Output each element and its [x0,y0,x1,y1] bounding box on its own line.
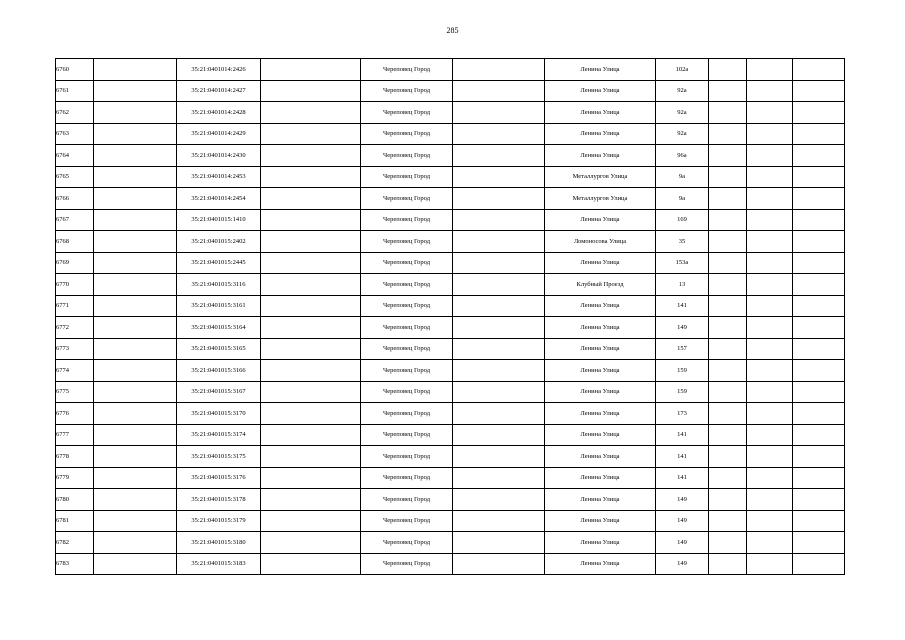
empty-cell [793,252,845,274]
empty-cell [747,489,793,511]
empty-cell [94,424,177,446]
empty-cell [709,532,747,554]
empty-cell [709,553,747,575]
empty-cell [747,231,793,253]
row-number-cell: 6777 [56,424,94,446]
row-number-cell: 6773 [56,338,94,360]
house-number-cell: 153а [656,252,709,274]
table-row [56,532,845,554]
empty-cell [261,532,361,554]
street-cell: Ленина Улица [545,360,656,382]
house-number-cell: 149 [656,532,709,554]
empty-cell [94,381,177,403]
empty-cell [261,166,361,188]
cadastral-number-cell: 35:21:0401015:3167 [177,381,261,403]
empty-cell [261,252,361,274]
empty-cell [793,123,845,145]
city-cell: Череповец Город [361,360,453,382]
empty-cell [94,59,177,81]
street-cell: Ленина Улица [545,532,656,554]
street-cell: Металлургов Улица [545,166,656,188]
empty-cell [709,209,747,231]
empty-cell [709,489,747,511]
street-cell: Ленина Улица [545,252,656,274]
row-number-cell: 6782 [56,532,94,554]
table-row [56,59,845,81]
empty-cell [453,510,545,532]
city-cell: Череповец Город [361,381,453,403]
empty-cell [709,188,747,210]
cadastral-number-cell: 35:21:0401014:2428 [177,102,261,124]
row-number-cell: 6774 [56,360,94,382]
empty-cell [261,295,361,317]
empty-cell [747,381,793,403]
house-number-cell: 141 [656,446,709,468]
empty-cell [747,424,793,446]
house-number-cell: 13 [656,274,709,296]
city-cell: Череповец Город [361,166,453,188]
empty-cell [747,360,793,382]
empty-cell [793,424,845,446]
house-number-cell: 169 [656,209,709,231]
empty-cell [793,403,845,425]
city-cell: Череповец Город [361,424,453,446]
empty-cell [261,231,361,253]
empty-cell [747,446,793,468]
empty-cell [709,381,747,403]
empty-cell [747,123,793,145]
cadastral-number-cell: 35:21:0401015:3176 [177,467,261,489]
cadastral-number-cell: 35:21:0401015:3170 [177,403,261,425]
empty-cell [793,166,845,188]
empty-cell [709,145,747,167]
empty-cell [747,252,793,274]
empty-cell [747,467,793,489]
empty-cell [709,252,747,274]
empty-cell [709,231,747,253]
empty-cell [709,360,747,382]
row-number-cell: 6771 [56,295,94,317]
empty-cell [94,489,177,511]
empty-cell [261,360,361,382]
row-number-cell: 6778 [56,446,94,468]
empty-cell [453,188,545,210]
cadastral-number-cell: 35:21:0401014:2453 [177,166,261,188]
city-cell: Череповец Город [361,209,453,231]
empty-cell [793,532,845,554]
row-number-cell: 6770 [56,274,94,296]
empty-cell [793,553,845,575]
empty-cell [747,145,793,167]
empty-cell [94,231,177,253]
empty-cell [747,532,793,554]
row-number-cell: 6783 [56,553,94,575]
table-row [56,252,845,274]
table-row [56,295,845,317]
table-row [56,446,845,468]
table-row [56,489,845,511]
empty-cell [709,166,747,188]
empty-cell [261,145,361,167]
empty-cell [793,510,845,532]
empty-cell [709,317,747,339]
empty-cell [261,510,361,532]
house-number-cell: 92а [656,80,709,102]
cadastral-number-cell: 35:21:0401015:3165 [177,338,261,360]
city-cell: Череповец Город [361,123,453,145]
empty-cell [747,274,793,296]
table-row [56,510,845,532]
street-cell: Ленина Улица [545,424,656,446]
city-cell: Череповец Город [361,532,453,554]
empty-cell [453,80,545,102]
street-cell: Ленина Улица [545,489,656,511]
empty-cell [453,317,545,339]
table-row [56,467,845,489]
table-body [56,59,845,575]
empty-cell [453,102,545,124]
cadastral-number-cell: 35:21:0401015:2402 [177,231,261,253]
table-row [56,381,845,403]
row-number-cell: 6763 [56,123,94,145]
table-row [56,231,845,253]
empty-cell [793,145,845,167]
house-number-cell: 102а [656,59,709,81]
empty-cell [793,209,845,231]
empty-cell [453,252,545,274]
empty-cell [453,532,545,554]
house-number-cell: 159 [656,381,709,403]
cadastral-number-cell: 35:21:0401015:3116 [177,274,261,296]
cadastral-number-cell: 35:21:0401015:3180 [177,532,261,554]
empty-cell [793,381,845,403]
empty-cell [793,338,845,360]
city-cell: Череповец Город [361,252,453,274]
empty-cell [261,188,361,210]
row-number-cell: 6766 [56,188,94,210]
row-number-cell: 6776 [56,403,94,425]
empty-cell [261,446,361,468]
cadastral-number-cell: 35:21:0401015:3161 [177,295,261,317]
empty-cell [453,424,545,446]
house-number-cell: 159 [656,360,709,382]
empty-cell [453,145,545,167]
empty-cell [261,209,361,231]
street-cell: Ленина Улица [545,446,656,468]
empty-cell [261,553,361,575]
empty-cell [453,123,545,145]
street-cell: Ленина Улица [545,209,656,231]
row-number-cell: 6772 [56,317,94,339]
empty-cell [94,123,177,145]
row-number-cell: 6775 [56,381,94,403]
empty-cell [94,510,177,532]
table-row [56,338,845,360]
empty-cell [94,446,177,468]
table-row [56,80,845,102]
empty-cell [793,274,845,296]
empty-cell [747,338,793,360]
street-cell: Ленина Улица [545,80,656,102]
cadastral-number-cell: 35:21:0401014:2429 [177,123,261,145]
street-cell: Ломоносова Улица [545,231,656,253]
empty-cell [94,403,177,425]
street-cell: Ленина Улица [545,295,656,317]
city-cell: Череповец Город [361,102,453,124]
empty-cell [747,295,793,317]
city-cell: Череповец Город [361,80,453,102]
street-cell: Металлургов Улица [545,188,656,210]
table-row [56,188,845,210]
empty-cell [747,80,793,102]
empty-cell [261,274,361,296]
empty-cell [94,317,177,339]
house-number-cell: 157 [656,338,709,360]
empty-cell [747,510,793,532]
empty-cell [453,59,545,81]
table-row [56,553,845,575]
street-cell: Ленина Улица [545,338,656,360]
house-number-cell: 141 [656,295,709,317]
cadastral-number-cell: 35:21:0401015:3178 [177,489,261,511]
empty-cell [261,338,361,360]
street-cell: Ленина Улица [545,317,656,339]
house-number-cell: 173 [656,403,709,425]
empty-cell [94,553,177,575]
empty-cell [793,188,845,210]
empty-cell [747,553,793,575]
house-number-cell: 35 [656,231,709,253]
empty-cell [453,489,545,511]
cadastral-number-cell: 35:21:0401015:3174 [177,424,261,446]
street-cell: Ленина Улица [545,403,656,425]
empty-cell [261,489,361,511]
empty-cell [709,446,747,468]
empty-cell [94,295,177,317]
cadastral-number-cell: 35:21:0401014:2430 [177,145,261,167]
empty-cell [453,166,545,188]
house-number-cell: 149 [656,553,709,575]
empty-cell [453,295,545,317]
empty-cell [747,59,793,81]
empty-cell [793,446,845,468]
house-number-cell: 141 [656,424,709,446]
empty-cell [261,80,361,102]
empty-cell [261,317,361,339]
empty-cell [94,80,177,102]
row-number-cell: 6762 [56,102,94,124]
empty-cell [261,59,361,81]
empty-cell [453,274,545,296]
city-cell: Череповец Город [361,403,453,425]
house-number-cell: 9а [656,166,709,188]
empty-cell [453,338,545,360]
cadastral-number-cell: 35:21:0401015:3175 [177,446,261,468]
house-number-cell: 9а [656,188,709,210]
empty-cell [709,274,747,296]
empty-cell [453,467,545,489]
empty-cell [709,424,747,446]
empty-cell [453,209,545,231]
empty-cell [261,424,361,446]
table-row [56,274,845,296]
empty-cell [94,360,177,382]
empty-cell [747,403,793,425]
empty-cell [793,102,845,124]
street-cell: Клубный Проезд [545,274,656,296]
empty-cell [793,489,845,511]
empty-cell [261,467,361,489]
house-number-cell: 92а [656,102,709,124]
empty-cell [793,59,845,81]
empty-cell [94,467,177,489]
cadastral-number-cell: 35:21:0401015:3164 [177,317,261,339]
city-cell: Череповец Город [361,467,453,489]
empty-cell [261,123,361,145]
row-number-cell: 6761 [56,80,94,102]
empty-cell [793,295,845,317]
house-number-cell: 96а [656,145,709,167]
street-cell: Ленина Улица [545,510,656,532]
row-number-cell: 6767 [56,209,94,231]
row-number-cell: 6781 [56,510,94,532]
page-number: 285 [446,26,459,35]
cadastral-number-cell: 35:21:0401014:2454 [177,188,261,210]
table-row [56,317,845,339]
empty-cell [94,209,177,231]
street-cell: Ленина Улица [545,59,656,81]
empty-cell [709,467,747,489]
house-number-cell: 92а [656,123,709,145]
empty-cell [94,338,177,360]
house-number-cell: 141 [656,467,709,489]
table-row [56,166,845,188]
row-number-cell: 6769 [56,252,94,274]
registry-table [55,58,845,575]
empty-cell [709,403,747,425]
empty-cell [793,231,845,253]
city-cell: Череповец Город [361,231,453,253]
empty-cell [453,381,545,403]
street-cell: Ленина Улица [545,145,656,167]
empty-cell [94,188,177,210]
empty-cell [94,145,177,167]
street-cell: Ленина Улица [545,102,656,124]
table-row [56,102,845,124]
city-cell: Череповец Город [361,338,453,360]
city-cell: Череповец Город [361,510,453,532]
house-number-cell: 149 [656,489,709,511]
house-number-cell: 149 [656,317,709,339]
street-cell: Ленина Улица [545,553,656,575]
empty-cell [94,532,177,554]
cadastral-number-cell: 35:21:0401015:3166 [177,360,261,382]
city-cell: Череповец Город [361,59,453,81]
cadastral-number-cell: 35:21:0401015:3183 [177,553,261,575]
empty-cell [94,252,177,274]
row-number-cell: 6768 [56,231,94,253]
street-cell: Ленина Улица [545,123,656,145]
empty-cell [747,166,793,188]
empty-cell [261,381,361,403]
cadastral-number-cell: 35:21:0401015:2445 [177,252,261,274]
empty-cell [453,553,545,575]
street-cell: Ленина Улица [545,467,656,489]
table-row [56,145,845,167]
city-cell: Череповец Город [361,274,453,296]
cadastral-number-cell: 35:21:0401014:2427 [177,80,261,102]
empty-cell [709,123,747,145]
city-cell: Череповец Город [361,489,453,511]
cadastral-number-cell: 35:21:0401015:3179 [177,510,261,532]
empty-cell [709,59,747,81]
street-cell: Ленина Улица [545,381,656,403]
row-number-cell: 6780 [56,489,94,511]
empty-cell [747,209,793,231]
empty-cell [453,403,545,425]
empty-cell [453,231,545,253]
table-row [56,424,845,446]
empty-cell [747,102,793,124]
empty-cell [793,80,845,102]
empty-cell [453,446,545,468]
empty-cell [709,338,747,360]
row-number-cell: 6760 [56,59,94,81]
table-row [56,360,845,382]
table-row [56,209,845,231]
empty-cell [453,360,545,382]
empty-cell [747,188,793,210]
empty-cell [793,317,845,339]
empty-cell [94,102,177,124]
empty-cell [94,274,177,296]
city-cell: Череповец Город [361,317,453,339]
row-number-cell: 6764 [56,145,94,167]
empty-cell [709,295,747,317]
empty-cell [709,80,747,102]
empty-cell [261,102,361,124]
row-number-cell: 6779 [56,467,94,489]
city-cell: Череповец Город [361,295,453,317]
table-row [56,123,845,145]
city-cell: Череповец Город [361,446,453,468]
empty-cell [747,317,793,339]
empty-cell [261,403,361,425]
empty-cell [793,360,845,382]
city-cell: Череповец Город [361,188,453,210]
cadastral-number-cell: 35:21:0401015:1410 [177,209,261,231]
city-cell: Череповец Город [361,145,453,167]
empty-cell [709,102,747,124]
cadastral-number-cell: 35:21:0401014:2426 [177,59,261,81]
empty-cell [94,166,177,188]
empty-cell [793,467,845,489]
row-number-cell: 6765 [56,166,94,188]
empty-cell [709,510,747,532]
table-row [56,403,845,425]
house-number-cell: 149 [656,510,709,532]
city-cell: Череповец Город [361,553,453,575]
